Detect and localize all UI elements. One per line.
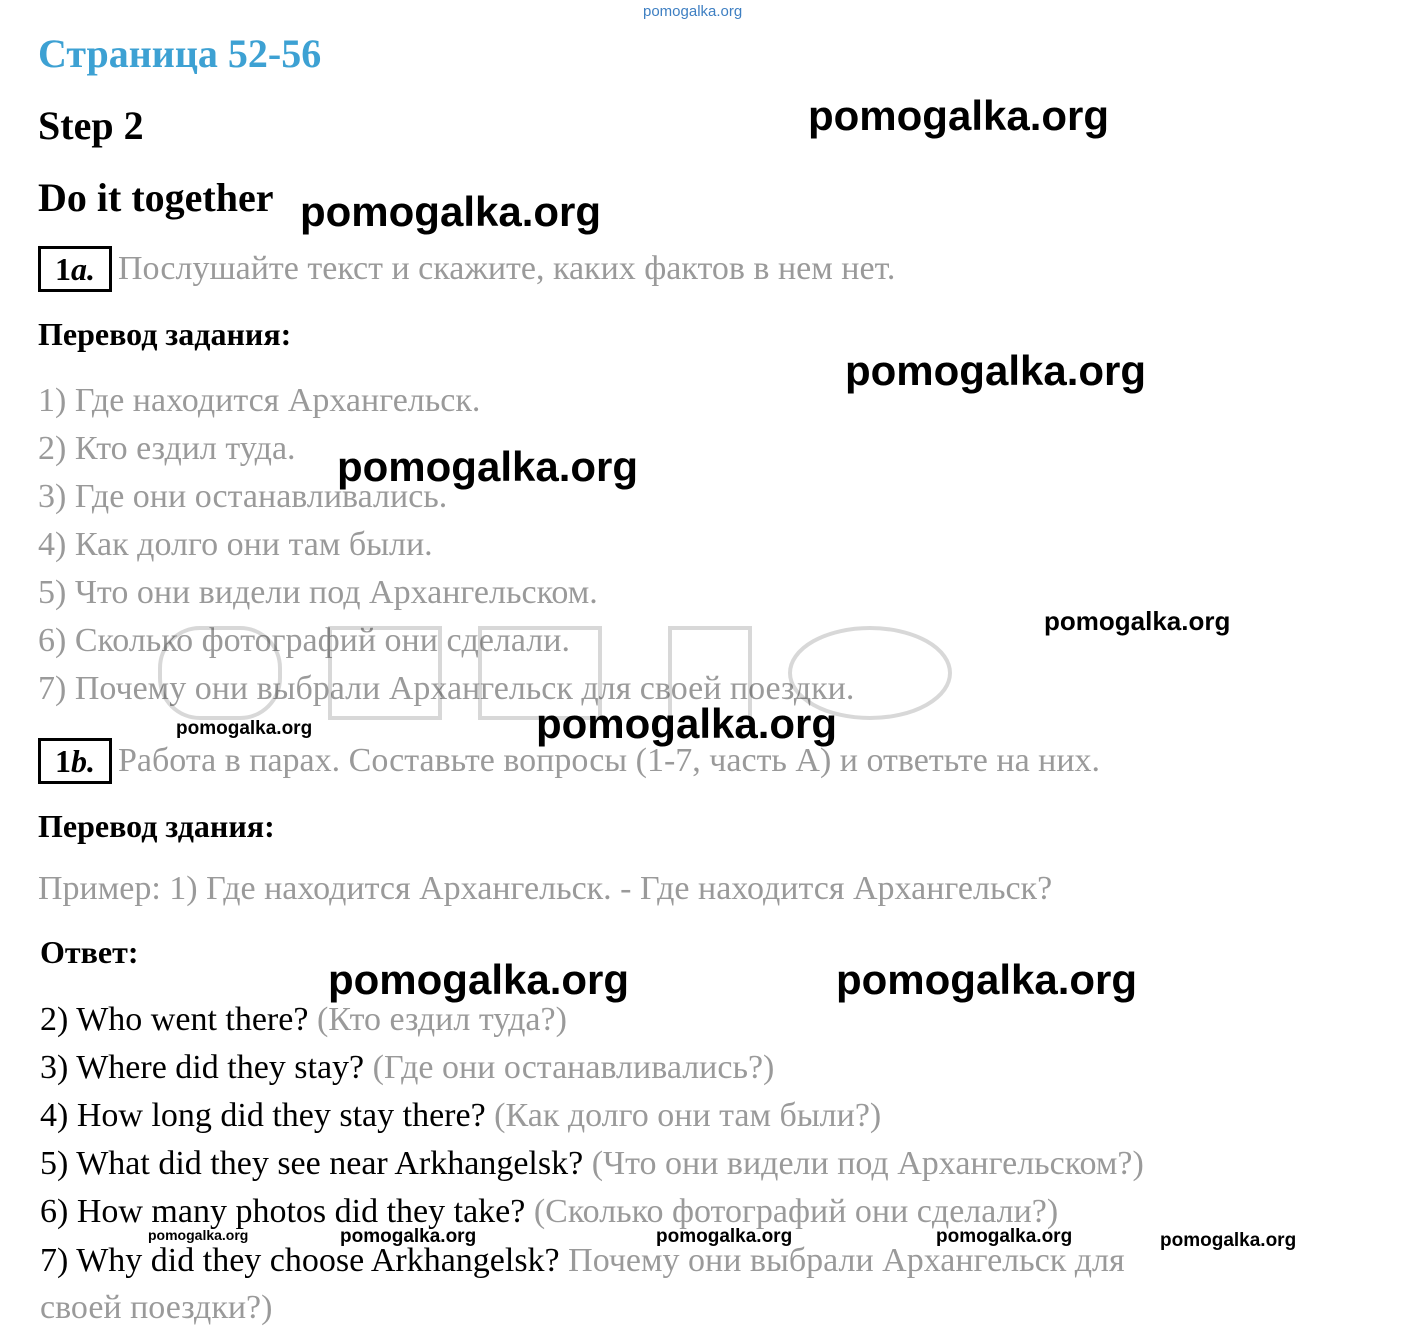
top-watermark: pomogalka.org (643, 3, 743, 20)
page-title: Страница 52-56 (38, 31, 322, 76)
answer-heading: Ответ: (40, 934, 139, 970)
answer-en: 5) What did they see near Arkhangelsk? (40, 1145, 584, 1182)
answer-ru: (Сколько фотографий они сделали?) (525, 1193, 1059, 1230)
watermark: pomogalka.org (176, 718, 313, 739)
watermark: pomogalka.org (936, 1226, 1073, 1247)
task-1a-item: 3) Где они останавливались. (38, 478, 448, 515)
watermark: pomogalka.org (1044, 606, 1231, 636)
answer-en: 3) Where did they stay? (40, 1049, 365, 1086)
step-heading: Step 2 (38, 103, 144, 148)
answer-ru: (Как долго они там были?) (485, 1097, 882, 1134)
task-1a-number: 1 (55, 251, 71, 287)
task-1a-item: 1) Где находится Архангельск. (38, 382, 481, 419)
answer-en: 4) How long did they stay there? (40, 1097, 486, 1134)
answer-en: 6) How many photos did they take? (40, 1193, 526, 1230)
answer-ru: Почему они выбрали Архангельск для (559, 1242, 1125, 1279)
task-1a-badge (38, 246, 112, 292)
watermark: pomogalka.org (836, 956, 1138, 1003)
task-1a-item: 5) Что они видели под Архангельском. (38, 574, 598, 611)
task-1a-translation-heading: Перевод задания: (38, 316, 292, 352)
task-1b-instruction: Работа в парах. Составьте вопросы (1-7, часть А) и ответьте на них. (118, 742, 1101, 779)
answer-row (40, 1097, 881, 1135)
answer-row (40, 1001, 567, 1039)
task-1a-item: 2) Кто ездил туда. (38, 430, 296, 467)
watermark: pomogalka.org (337, 443, 639, 490)
task-1b-translation-heading: Перевод здания: (38, 808, 275, 844)
task-1a-item: 6) Сколько фотографий они сделали. (38, 622, 570, 659)
answer-en: 7) Why did they choose Arkhangelsk? (40, 1242, 560, 1279)
watermark: pomogalka.org (536, 700, 838, 747)
task-1b-badge (38, 738, 112, 784)
watermark: pomogalka.org (808, 92, 1110, 139)
answer-row (40, 1193, 1058, 1231)
task-1a-item: 7) Почему они выбрали Архангельск для своей поездки. (38, 670, 855, 707)
answer-row (40, 1145, 1144, 1183)
watermark: pomogalka.org (300, 188, 602, 235)
task-1a-letter: a. (71, 251, 95, 287)
task-1b-number: 1 (55, 743, 71, 779)
answer-continuation: своей поездки?) (40, 1289, 273, 1326)
task-1b-example: Пример: 1) Где находится Архангельск. - Где находится Архангельск? (38, 870, 1053, 907)
answer-ru: (Кто ездил туда?) (308, 1001, 567, 1038)
task-1a-item: 4) Как долго они там были. (38, 526, 433, 563)
task-1a-instruction: Послушайте текст и скажите, каких фактов в нем нет. (118, 250, 896, 287)
watermark: pomogalka.org (845, 347, 1147, 394)
watermark: pomogalka.org (340, 1226, 477, 1247)
section-heading: Do it together (38, 175, 274, 220)
answer-ru: (Где они останавливались?) (364, 1049, 775, 1086)
answer-en: 2) Who went there? (40, 1001, 309, 1038)
task-1b-letter: b. (71, 743, 95, 779)
watermark: pomogalka.org (148, 1227, 249, 1243)
answer-ru: (Что они видели под Архангельском?) (583, 1145, 1144, 1182)
answer-row (40, 1049, 774, 1087)
watermark: pomogalka.org (1160, 1230, 1297, 1251)
watermark: pomogalka.org (656, 1226, 793, 1247)
watermark: pomogalka.org (328, 956, 630, 1003)
